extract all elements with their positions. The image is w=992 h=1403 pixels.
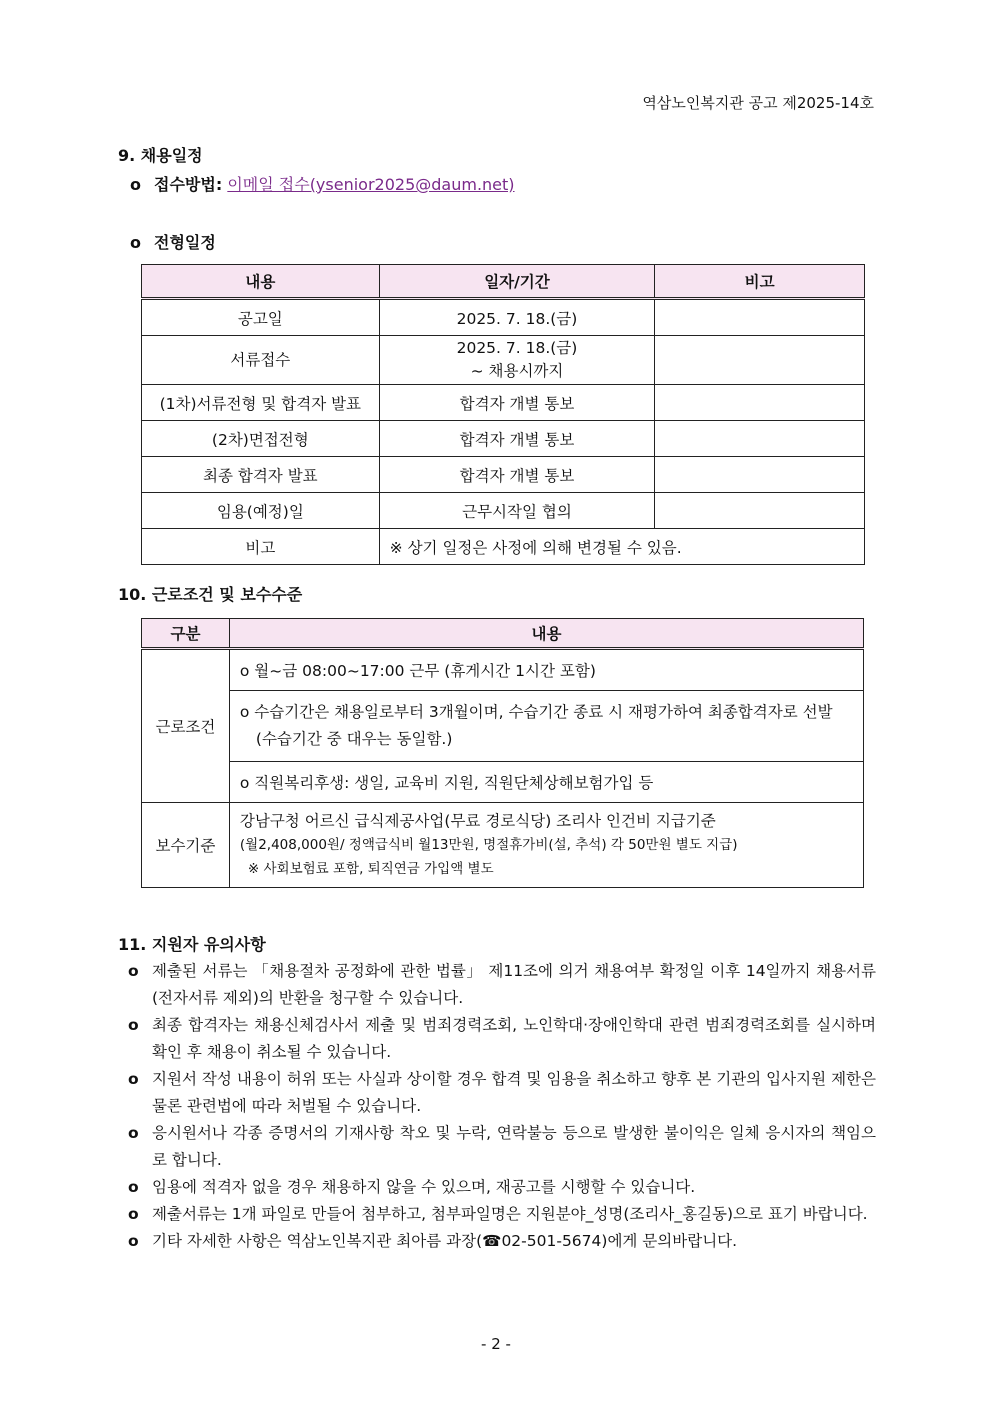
table-header-row [142, 619, 864, 649]
table-row [142, 803, 864, 888]
list-item [124, 1228, 876, 1255]
section-9-title: 9. 채용일정 [118, 146, 203, 165]
table-row [142, 421, 865, 457]
welfare-benefits: o 직원복리후생: 생일, 교육비 지원, 직원단체상해보험가입 등 [229, 762, 863, 803]
apply-method-label: 접수방법: [154, 175, 223, 194]
work-conditions-label: 근로조건 [142, 649, 230, 803]
bullet-icon: o [128, 1070, 139, 1088]
column-header: 내용 [229, 619, 863, 649]
pay-standard-text: 강남구청 어르신 급식제공사업(무료 경로식당) 조리사 인건비 지급기준 [239, 812, 716, 830]
schedule-item: 임용(예정)일 [142, 493, 380, 529]
list-item [124, 1201, 876, 1228]
bullet-icon: o [128, 1205, 139, 1223]
schedule-note [655, 421, 865, 457]
applicant-notes-list [124, 958, 876, 1255]
pay-insurance-note: ※ 사회보험료 포함, 퇴직연금 가입액 별도 [247, 861, 494, 877]
schedule-date: 합격자 개별 통보 [379, 421, 655, 457]
pay-standard-label: 보수기준 [142, 803, 230, 888]
bullet-icon: o [130, 233, 141, 252]
list-item [124, 1012, 876, 1066]
schedule-date: 근무시작일 협의 [379, 493, 655, 529]
table-row [142, 762, 864, 803]
list-item [124, 1066, 876, 1120]
table-row [142, 457, 865, 493]
table-row [142, 493, 865, 529]
note-text: 지원서 작성 내용이 허위 또는 사실과 상이할 경우 합격 및 임용을 취소하고 향후 본 기관의 입사지원 제한은 물론 관련법에 따라 처벌될 수 있습니다. [152, 1070, 876, 1115]
note-text: 응시원서나 각종 증명서의 기재사항 착오 및 누락, 연락불능 등으로 발생한 불이익은 일체 응시자의 책임으로 합니다. [152, 1124, 876, 1169]
bullet-icon: o [128, 962, 139, 980]
table-row [142, 649, 864, 691]
schedule-item: (1차)서류전형 및 합격자 발표 [142, 385, 380, 421]
schedule-label-line [130, 230, 216, 253]
list-item [124, 958, 876, 1012]
schedule-date-end: ~ 채용시까지 [470, 362, 564, 380]
note-text: 임용에 적격자 없을 경우 채용하지 않을 수 있으며, 재공고를 시행할 수 있습니다. [152, 1178, 696, 1196]
column-header: 비고 [655, 265, 865, 299]
table-row [142, 385, 865, 421]
probation-cell [229, 691, 863, 762]
schedule-item: 비고 [142, 529, 380, 565]
pay-amount-detail: (월2,408,000원/ 정액급식비 월13만원, 명절휴가비(설, 추석) 각 50만원 별도 지급) [239, 837, 738, 853]
column-header: 내용 [142, 265, 380, 299]
schedule-note [655, 385, 865, 421]
work-hours: o 월~금 08:00~17:00 근무 (휴게시간 1시간 포함) [229, 649, 863, 691]
bullet-icon: o [130, 175, 141, 194]
apply-email-link[interactable]: 이메일 접수(ysenior2025@daum.net) [227, 175, 515, 194]
schedule-note [655, 299, 865, 336]
table-row [142, 691, 864, 762]
schedule-label: 전형일정 [154, 233, 216, 252]
probation-note: (수습기간 중 대우는 동일함.) [255, 730, 453, 748]
table-row [142, 529, 865, 565]
schedule-remark: ※ 상기 일정은 사정에 의해 변경될 수 있음. [379, 529, 864, 565]
schedule-date: 2025. 7. 18.(금) [456, 339, 578, 357]
column-header: 구분 [142, 619, 230, 649]
schedule-note [655, 336, 865, 385]
schedule-item: 공고일 [142, 299, 380, 336]
bullet-icon: o [128, 1178, 139, 1196]
announcement-reference: 역삼노인복지관 공고 제2025-14호 [642, 94, 874, 112]
column-header: 일자/기간 [379, 265, 655, 299]
section-10-title: 10. 근로조건 및 보수수준 [118, 585, 303, 604]
schedule-note [655, 457, 865, 493]
list-item [124, 1120, 876, 1174]
schedule-item: 최종 합격자 발표 [142, 457, 380, 493]
apply-method-line [130, 172, 515, 195]
note-text: 제출서류는 1개 파일로 만들어 첨부하고, 첨부파일명은 지원분야_성명(조리사_홍길동)으로 표기 바랍니다. [152, 1205, 868, 1223]
schedule-date: 합격자 개별 통보 [379, 457, 655, 493]
table-row [142, 336, 865, 385]
bullet-icon: o [128, 1016, 139, 1034]
list-item [124, 1174, 876, 1201]
schedule-item: (2차)면접전형 [142, 421, 380, 457]
note-text: 최종 합격자는 채용신체검사서 제출 및 범죄경력조회, 노인학대·장애인학대 관련 범죄경력조회를 실시하며 확인 후 채용이 취소될 수 있습니다. [152, 1016, 876, 1061]
table-row [142, 299, 865, 336]
note-text: 제출된 서류는 「채용절차 공정화에 관한 법률」 제11조에 의거 채용여부 확정일 이후 14일까지 채용서류(전자서류 제외)의 반환을 청구할 수 있습니다. [152, 962, 876, 1007]
work-conditions-table [141, 618, 864, 888]
table-header-row [142, 265, 865, 299]
section-11-title: 11. 지원자 유의사항 [118, 935, 266, 954]
probation-text: o 수습기간은 채용일로부터 3개월이며, 수습기간 종료 시 재평가하여 최종합격자로 선발 [239, 703, 833, 721]
schedule-note [655, 493, 865, 529]
schedule-item: 서류접수 [142, 336, 380, 385]
schedule-date-cell [379, 336, 655, 385]
bullet-icon: o [128, 1124, 139, 1142]
page-number: - 2 - [481, 1335, 511, 1353]
schedule-date: 2025. 7. 18.(금) [379, 299, 655, 336]
note-text: 기타 자세한 사항은 역삼노인복지관 최아름 과장(☎02-501-5674)에게 문의바랍니다. [152, 1232, 738, 1250]
schedule-date: 합격자 개별 통보 [379, 385, 655, 421]
bullet-icon: o [128, 1232, 139, 1250]
schedule-table [141, 264, 865, 565]
pay-standard-cell [229, 803, 863, 888]
